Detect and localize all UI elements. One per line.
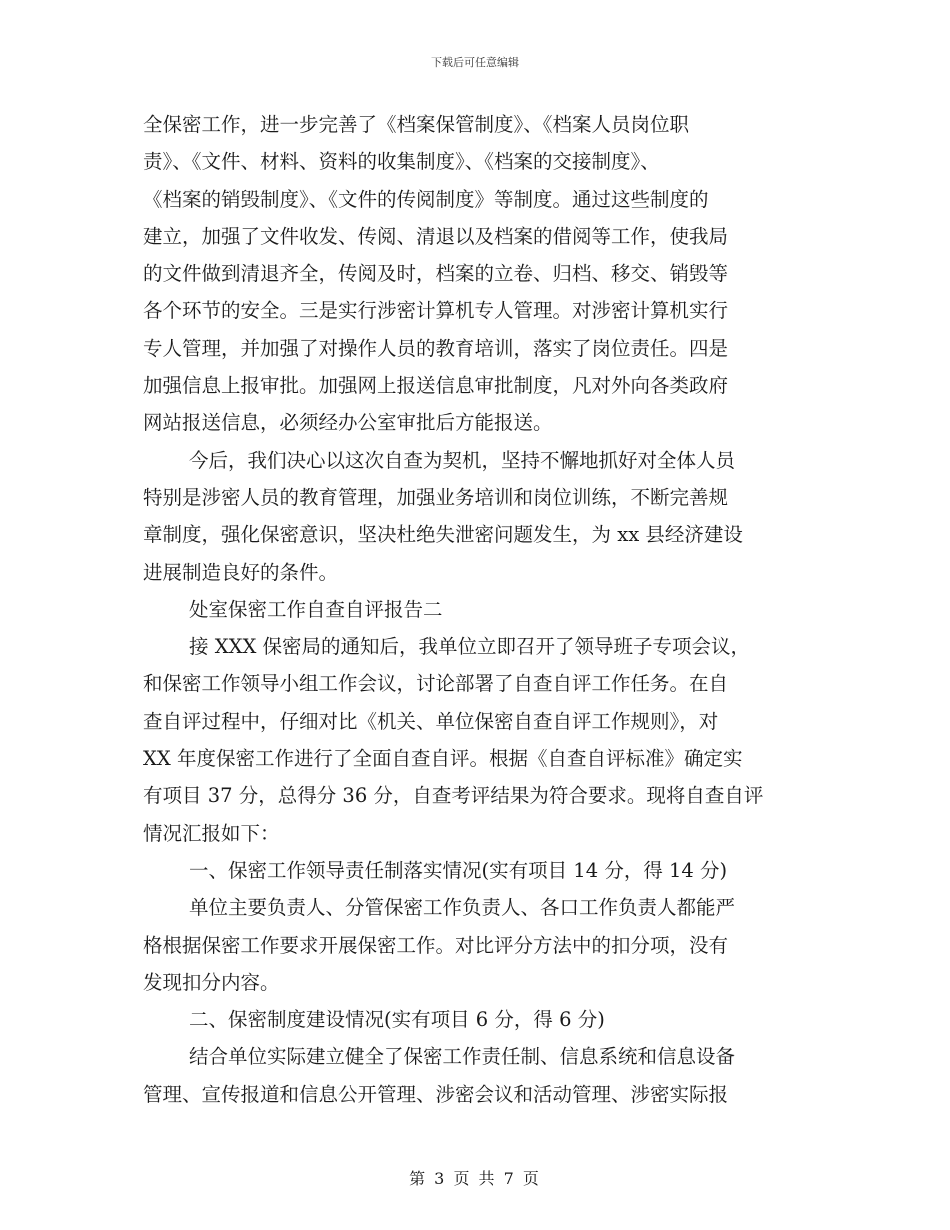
text-line: 的文件做到清退齐全，传阅及时，档案的立卷、归档、移交、销毁等 [143, 262, 729, 286]
text-line: 接 XXX 保密局的通知后，我单位立即召开了领导班子专项会议， [189, 635, 751, 659]
text-line: 《档案的销毁制度》、《文件的传阅制度》等制度。通过这些制度的 [143, 187, 709, 211]
text-line: 情况汇报如下： [143, 821, 280, 845]
text-line: 结合单位实际建立健全了保密工作责任制、信息系统和信息设备 [189, 1045, 736, 1069]
text-line: 全保密工作，进一步完善了《档案保管制度》、《档案人员岗位职 [143, 113, 690, 136]
text-line: 加强信息上报审批。加强网上报送信息审批制度，凡对外向各类政府 [143, 374, 729, 398]
text-line: 进展制造良好的条件。 [143, 560, 339, 584]
text-line: 章制度，强化保密意识，坚决杜绝失泄密问题发生，为 xx 县经济建设 [143, 523, 743, 547]
text-line: 建立，加强了文件收发、传阅、清退以及档案的借阅等工作，使我局 [143, 224, 729, 248]
text-line: 处室保密工作自查自评报告二 [189, 597, 443, 621]
text-line: 特别是涉密人员的教育管理，加强业务培训和岗位训练，不断完善规 [143, 485, 729, 509]
text-line: XX 年度保密工作进行了全面自查自评。根据《自查自评标准》确定实 [143, 747, 743, 771]
page-header: 下载后可任意编辑 [431, 56, 519, 69]
text-line: 有项目 37 分，总得分 36 分，自查考评结果为符合要求。现将自查自评 [143, 784, 764, 808]
text-line: 二、保密制度建设情况(实有项目 6 分，得 6 分) [189, 1008, 605, 1032]
text-line: 管理、宣传报道和信息公开管理、涉密会议和活动管理、涉密实际报 [143, 1082, 729, 1106]
text-line: 单位主要负责人、分管保密工作负责人、各口工作负责人都能严 [189, 896, 736, 920]
document-body [143, 106, 815, 1113]
text-line: 责》、《文件、材料、资料的收集制度》、《档案的交接制度》、 [143, 150, 660, 174]
text-line: 今后，我们决心以这次自查为契机，坚持不懈地抓好对全体人员 [189, 448, 736, 472]
text-line: 专人管理，并加强了对操作人员的教育培训，落实了岗位责任。四是 [143, 336, 729, 360]
text-line: 查自评过程中，仔细对比《机关、单位保密自查自评工作规则》，对 [143, 709, 719, 733]
page-number: 第 3 页 共 7 页 [409, 1169, 541, 1188]
text-line: 一、保密工作领导责任制落实情况(实有项目 14 分，得 14 分) [189, 858, 728, 882]
text-line: 格根据保密工作要求开展保密工作。对比评分方法中的扣分项，没有 [143, 933, 729, 957]
text-line: 发现扣分内容。 [143, 970, 280, 994]
text-line: 和保密工作领导小组工作会议，讨论部署了自查自评工作任务。在自 [143, 672, 729, 696]
text-line: 各个环节的安全。三是实行涉密计算机专人管理。对涉密计算机实行 [143, 299, 729, 323]
text-line: 网站报送信息，必须经办公室审批后方能报送。 [143, 411, 553, 435]
